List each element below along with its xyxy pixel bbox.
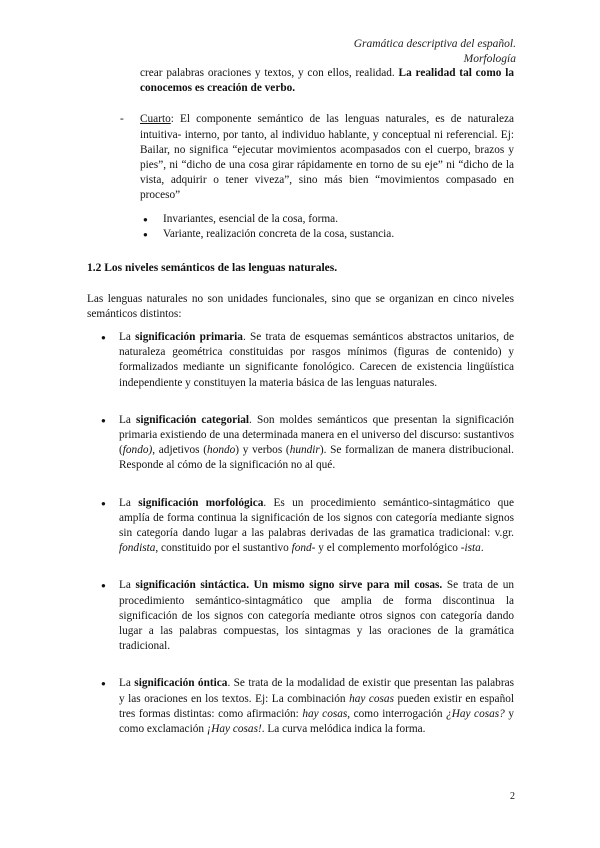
section-intro: Las lenguas naturales no son unidades funcionales, sino que se organizan en cinco niveles semánticos distintos: — [87, 292, 514, 320]
running-header — [354, 37, 516, 67]
list-item-invariantes: ● Invariantes, esencial de la cosa, forma. — [87, 212, 514, 228]
page-number: 2 — [510, 791, 515, 802]
level-primaria: ● La significación primaria. Se trata de esquemas semánticos abstractos unitarios, de naturaleza geométrica constituidas por rasgos mínimos (figuras de contenido) y formalizados mediante un significante fonológico. Carecen de existencia lingüística independiente y constituyen la materia básica de las lenguas naturales. — [87, 330, 514, 391]
level-ontica: ● La significación óntica. Se trata de la modalidad de existir que presentan las palabras y las oraciones en los textos. Ej: La combinación hay cosas pueden existir en español tres formas distintas: como afirmación: hay cosas, como interrogación ¿Hay cosas? y como exclamación ¡Hay cosas!. La curva melódica indica la forma. — [87, 676, 514, 737]
term-sintactica: significación sintáctica. — [135, 579, 250, 592]
level-morfologica: ● La significación morfológica. Es un procedimiento semántico-sintagmático que amplía de forma continua la significación de los signos con categoría mediante signos sin categoría dando lugar a las palabras derivadas de las gramatica tradicional: v.gr. fondista, constituido por el sustantivo fond- y el complemento morfológico -ista. — [87, 496, 514, 557]
invariant-variant-list — [87, 212, 514, 243]
continuation-paragraph: crear palabras oraciones y textos, y con ellos, realidad. La realidad tal como la conocemos es creación de verbo. — [140, 67, 514, 95]
term-categorial: significación categorial — [136, 413, 250, 426]
term-primaria: significación primaria — [135, 331, 243, 344]
cuarto-item — [87, 112, 514, 203]
cuarto-paragraph: Cuarto: El componente semántico de las lenguas naturales, es de naturaleza intuitiva- interno, por tanto, al individuo hablante, y conceptual ni referencial. Ej: Bailar, no significa “ejecutar movimientos acompasados con el cuerpo, brazos y pies”, ni “dicho de una cosa girar rápidamente en torno de su eje” ni “dicho de la vista, adquirir o tener viveza”, sino más bien “movimientos compasado en proceso” — [140, 113, 514, 202]
continuation-bold-text: La realidad tal como la conocemos es creación de verbo. — [140, 67, 514, 95]
term-ontica: significación óntica — [134, 677, 228, 690]
body-content — [87, 66, 514, 737]
section-heading: 1.2 Los niveles semánticos de las lenguas naturales. — [87, 261, 338, 274]
term-morfologica: significación morfológica — [138, 496, 264, 509]
semantic-levels-list — [87, 330, 514, 737]
cuarto-lead: Cuarto — [140, 113, 171, 126]
level-sintactica: ● La significación sintáctica. Un mismo signo sirve para mil cosas. Se trata de un procedimiento semántico-sintagmático que amplia de forma discontinua la significación de los signos con categoría mediante otros signos con categoría dando lugar a las palabras compuestas, los sintagmas y las oraciones de la gramática tradicional. — [87, 578, 514, 654]
list-item-variante: ● Variante, realización concreta de la cosa, sustancia. — [87, 227, 514, 243]
header-title: Gramática descriptiva del español. — [353, 38, 516, 50]
dash-marker: - — [120, 113, 124, 126]
level-categorial: ● La significación categorial. Son moldes semánticos que presentan la significación primaria existiendo de una determinada manera en el universo del discurso: sustantivos (fondo), adjetivos (hondo) y verbos (hundir). Se formalizan de manera distribucional. Responde al cómo de la significación no al qué. — [87, 413, 514, 474]
header-subtitle: Morfología — [463, 53, 516, 65]
